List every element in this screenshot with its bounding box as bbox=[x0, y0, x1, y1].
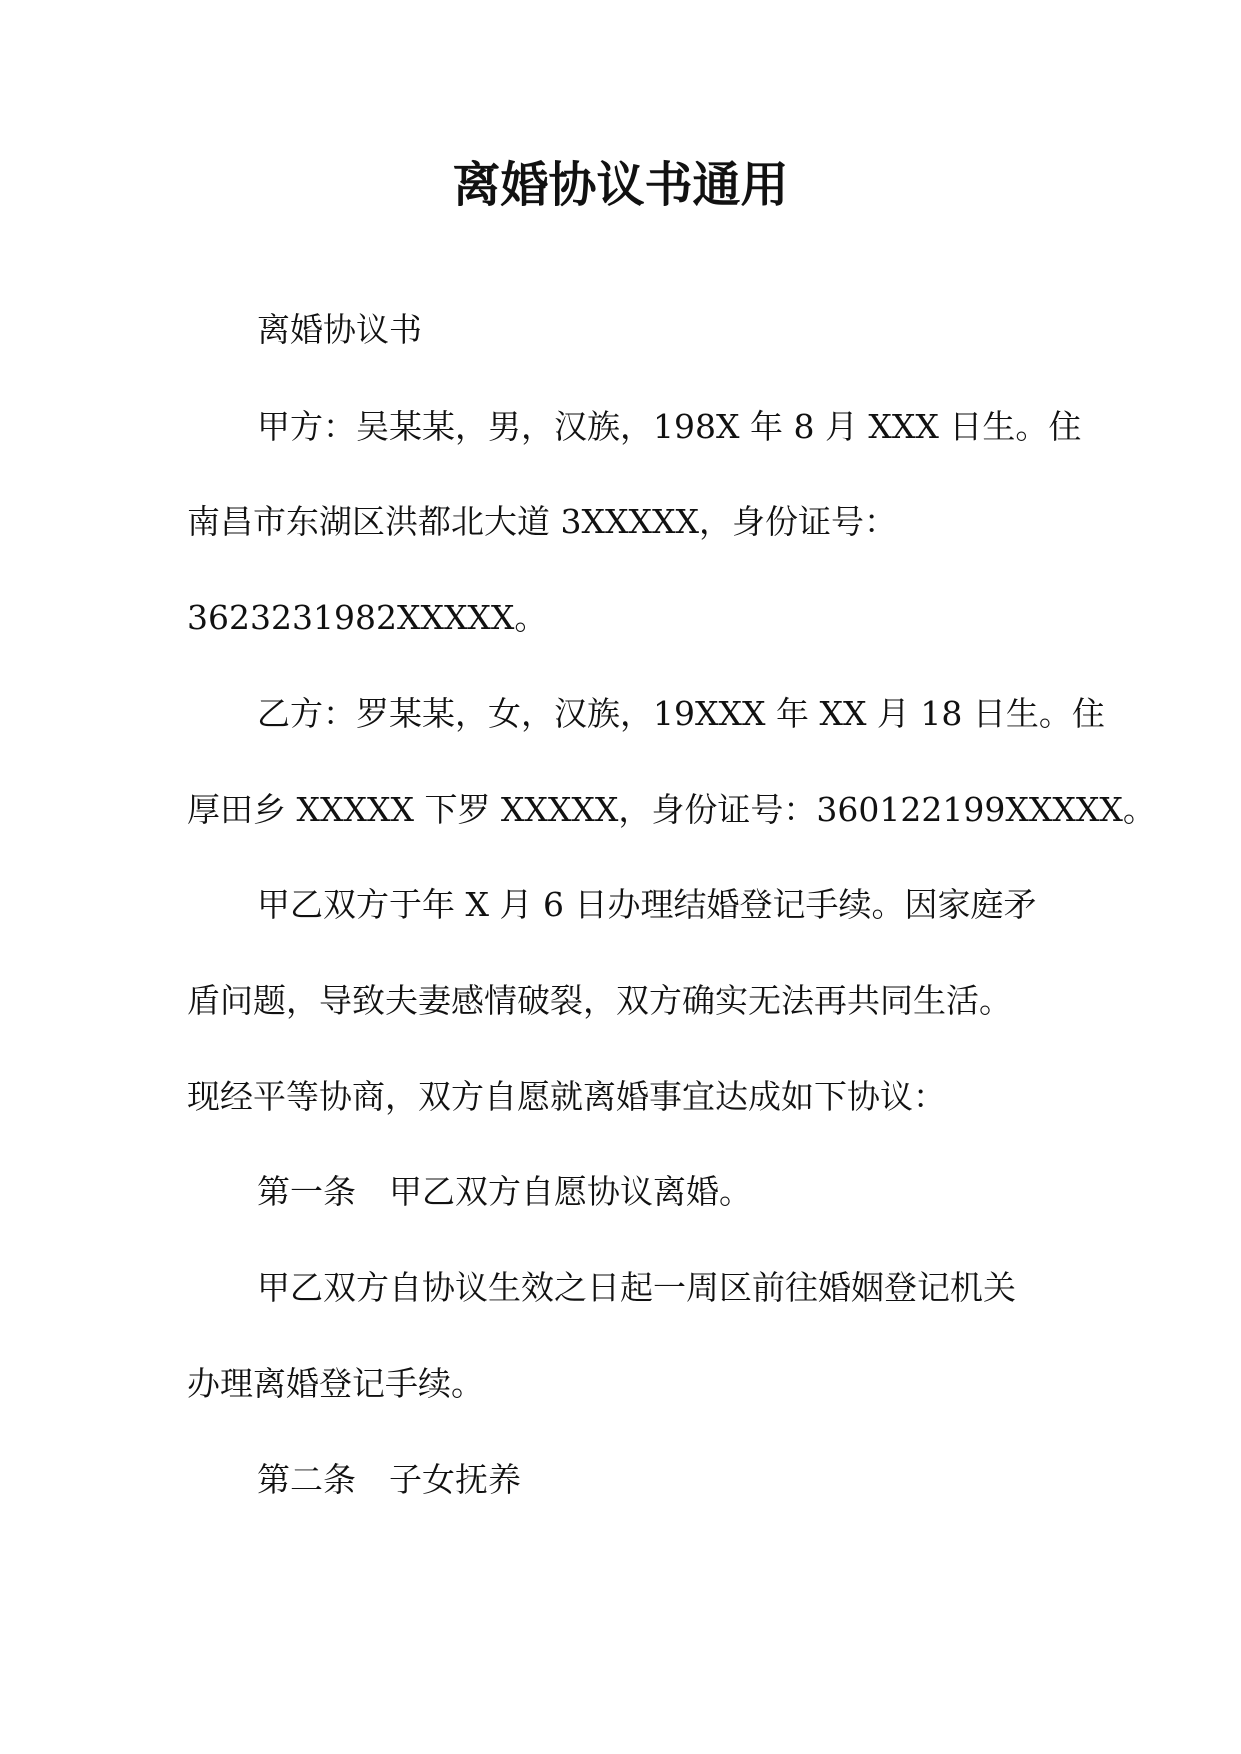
article-one-body-line-1: 甲乙双方自协议生效之日起一周区前往婚姻登记机关 bbox=[257, 1268, 1016, 1307]
article-one-body-line-2: 办理离婚登记手续。 bbox=[187, 1364, 484, 1403]
marriage-statement-line-2: 盾问题，导致夫妻感情破裂，双方确实无法再共同生活。 bbox=[187, 981, 1012, 1020]
party-a-line-2: 南昌市东湖区洪都北大道 3XXXXX，身份证号： bbox=[187, 502, 897, 541]
party-b-line-2: 厚田乡 XXXXX 下罗 XXXXX，身份证号：360122199XXXXX。 bbox=[187, 790, 1156, 829]
document-title: 离婚协议书通用 bbox=[452, 157, 789, 213]
party-a-line-1: 甲方：吴某某，男，汉族，198X 年 8 月 XXX 日生。住 bbox=[257, 407, 1082, 446]
marriage-statement-line-3: 现经平等协商，双方自愿就离婚事宜达成如下协议： bbox=[187, 1077, 946, 1116]
agreement-heading: 离婚协议书 bbox=[257, 310, 422, 349]
marriage-statement-line-1: 甲乙双方于年 X 月 6 日办理结婚登记手续。因家庭矛 bbox=[257, 885, 1037, 924]
article-one-heading: 第一条 甲乙双方自愿协议离婚。 bbox=[257, 1172, 752, 1211]
party-a-id-number: 3623231982XXXXX。 bbox=[187, 598, 548, 637]
article-two-heading: 第二条 子女抚养 bbox=[257, 1460, 521, 1499]
party-b-line-1: 乙方：罗某某，女，汉族，19XXX 年 XX 月 18 日生。住 bbox=[257, 694, 1105, 733]
